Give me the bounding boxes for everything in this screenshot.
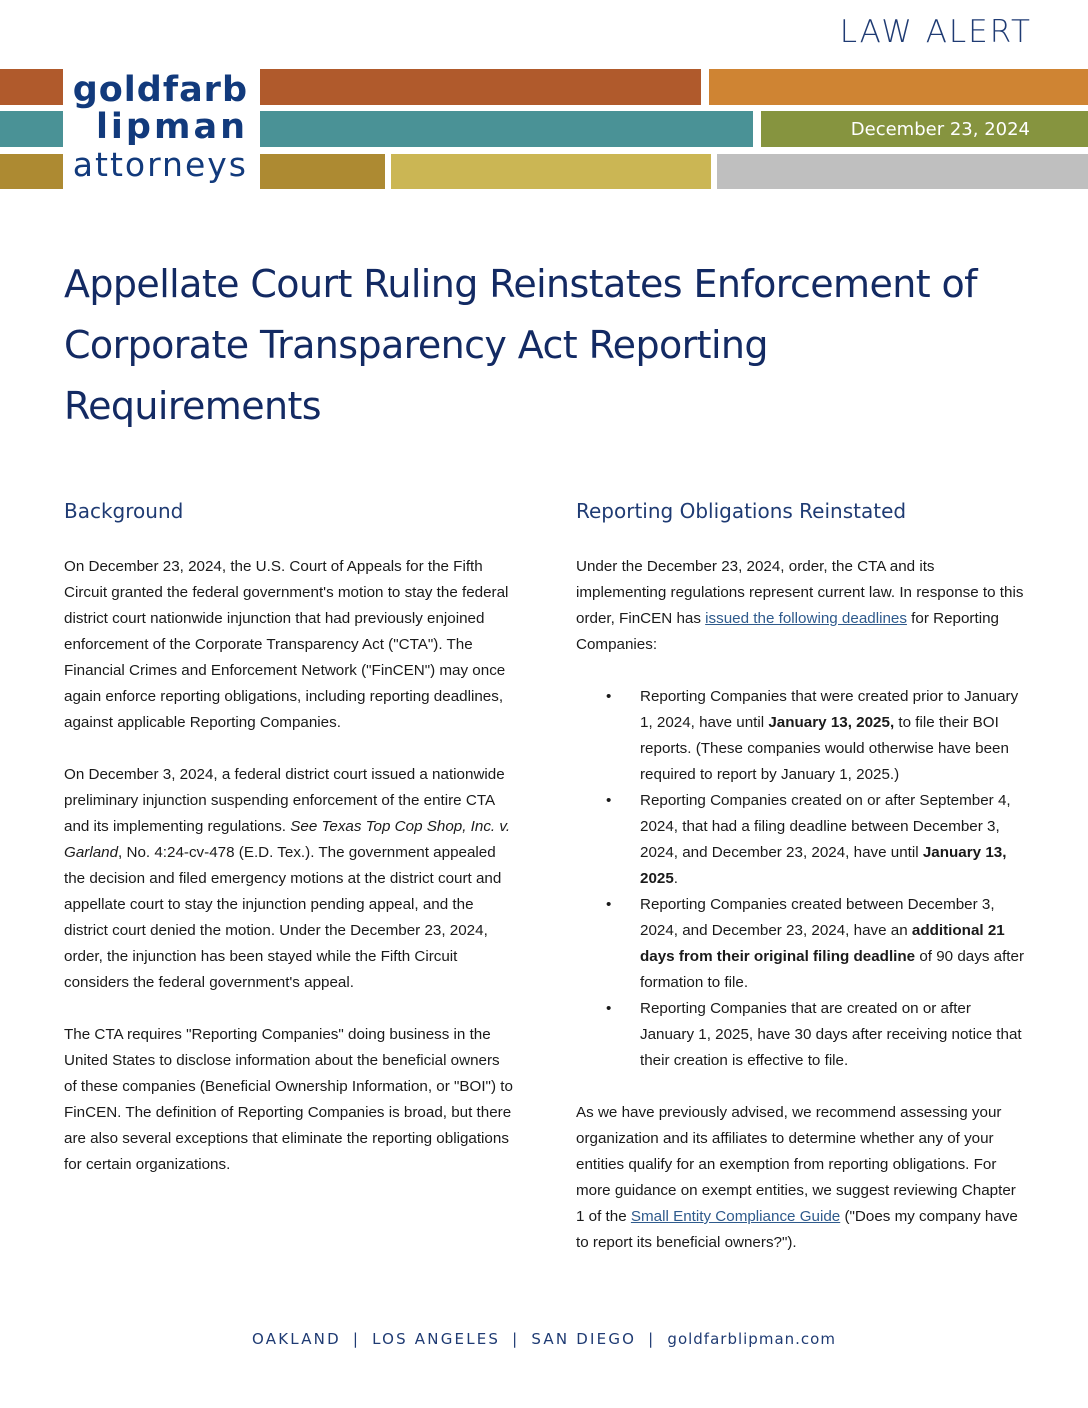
background-paragraph-1: On December 23, 2024, the U.S. Court of Appeals for the Fifth Circuit granted the federal government's motion to stay the federal district court nationwide injunction that had previously enjoined enforcement of the Corporate Transparency Act ("CTA"). The Financial Crimes and Enforcement Network ("FinCEN") may once again enforce reporting obligations, including reporting deadlines, against applicable Reporting Companies.: [64, 558, 509, 731]
closing-paragraph: [576, 1100, 1028, 1256]
background-paragraph-3: The CTA requires "Reporting Companies" doing business in the United States to disclose information about the beneficial owners of these companies (Beneficial Ownership Information, or "BOI") to FinCEN. The definition of Reporting Companies is broad, but there are also several exceptions that eliminate the reporting obligations for certain organizations.: [64, 1026, 513, 1173]
list-item: [576, 788, 1028, 892]
bullet-text-before: Reporting Companies created on or after September 4, 2024, that had a filing deadline between December 3, 2024, and December 23, 2024, have until: [640, 792, 1011, 861]
case-citation: See Texas Top Cop Shop, Inc. v. Garland: [64, 818, 511, 861]
bullet-text-before: Reporting Companies that were created prior to January 1, 2024, have until: [640, 688, 1019, 731]
intro-text-after: for Reporting Companies:: [576, 610, 999, 653]
compliance-guide-link[interactable]: Small Entity Compliance Guide: [630, 1208, 841, 1225]
background-section: [64, 496, 516, 1204]
logo-line-lipman: lipman: [95, 107, 248, 147]
bullet-bold-text: additional 21 days from their original filing deadline: [640, 922, 1005, 965]
bullet-icon: •: [606, 896, 612, 913]
footer-separator: |: [648, 1330, 656, 1348]
footer-office-san-diego: SAN DIEGO: [531, 1330, 637, 1348]
alert-date: December 23, 2024: [850, 119, 1030, 140]
law-alert-label: LAW ALERT: [839, 14, 1032, 50]
list-item: [576, 684, 1028, 788]
bullet-text-after: .: [673, 870, 679, 887]
bullet-icon: •: [606, 688, 612, 705]
list-item: [576, 996, 1028, 1074]
bullet-text-after: of 90 days after formation to file.: [640, 948, 1025, 991]
footer: [0, 1330, 1088, 1348]
footer-separator: |: [352, 1330, 361, 1348]
p2-text-after: , No. 4:24-cv-478 (E.D. Tex.). The government appealed the decision and filed emergency motions at the district court and appellate court to stay the injunction pending appeal, and the district court denied the motion. Under the December 23, 2024, order, the injunction has been stayed while the Fifth Circuit considers the federal government's appeal.: [64, 844, 502, 991]
header-bar-rust: [260, 69, 701, 105]
header-bar-rust-left: [0, 69, 63, 105]
bullet-text-after: to file their BOI reports. (These companies would otherwise have been required to report by January 1, 2025.): [640, 714, 1009, 783]
intro-text-before: Under the December 23, 2024, order, the CTA and its implementing regulations represent current law. In response to this order, FinCEN has: [576, 558, 1024, 627]
bullet-text-before: Reporting Companies created between December 3, 2024, and December 23, 2024, have an: [640, 896, 995, 939]
footer-separator: |: [512, 1330, 520, 1348]
article-title: Appellate Court Ruling Reinstates Enforcement of Corporate Transparency Act Reporting Requirements: [64, 262, 977, 428]
reporting-intro-paragraph: [576, 554, 1028, 658]
header-bar-light-gold: [391, 154, 711, 189]
logo-line-goldfarb: goldfarb: [72, 70, 248, 110]
logo-line-attorneys: attorneys: [72, 145, 248, 184]
deadlines-list: [576, 684, 1028, 1074]
bullet-icon: •: [606, 1000, 612, 1017]
firm-logo: [64, 70, 248, 185]
bullet-icon: •: [606, 792, 612, 809]
background-paragraph-2: [64, 762, 516, 996]
header-bar-teal-left: [0, 111, 63, 147]
closing-text-before: As we have previously advised, we recommend assessing your organization and its affiliates to determine whether any of your entities qualify for an exemption from reporting obligations. For more guidance on exempt entities, we suggest reviewing Chapter 1 of the: [576, 1104, 1016, 1225]
reporting-obligations-section: [576, 496, 1028, 1282]
bullet-text-before: Reporting Companies that are created on or after January 1, 2025, have 30 days after receiving notice that their creation is effective to file.: [640, 1000, 1022, 1069]
closing-text-after: ("Does my company have to report its beneficial owners?").: [576, 1208, 1018, 1251]
bullet-bold-text: January 13, 2025,: [768, 714, 895, 731]
deadlines-link[interactable]: issued the following deadlines: [705, 610, 907, 627]
header-bar-gold-left: [0, 154, 63, 189]
list-item: [576, 892, 1028, 996]
header-bar-teal: [260, 111, 753, 147]
footer-office-los-angeles: LOS ANGELES: [372, 1330, 501, 1348]
header-bar-orange: [709, 69, 1088, 105]
bullet-bold-text: January 13, 2025: [640, 844, 1007, 887]
p2-text-before: On December 3, 2024, a federal district court issued a nationwide preliminary injunction suspending enforcement of the entire CTA and its implementing regulations.: [64, 766, 505, 835]
header-bar-gray: [717, 154, 1088, 189]
reporting-obligations-heading: Reporting Obligations Reinstated: [576, 499, 907, 523]
header-bar-gold: [260, 154, 385, 189]
background-heading: Background: [64, 499, 184, 523]
footer-website-link[interactable]: goldfarblipman.com: [667, 1330, 836, 1348]
footer-office-oakland: OAKLAND: [252, 1330, 341, 1348]
